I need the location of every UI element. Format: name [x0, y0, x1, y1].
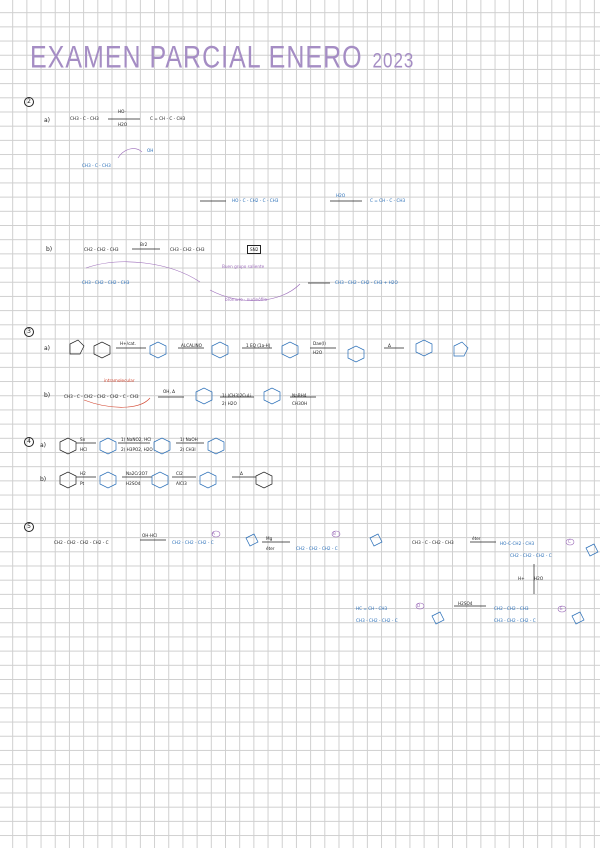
q5-circle-label-b: B: [333, 531, 336, 536]
q5-reagent-1: OH-HCl: [142, 533, 158, 538]
q5-reactant: CH2 - CH2 - CH2 - CH2 - C: [54, 540, 109, 545]
q4-b-label: b): [40, 476, 47, 483]
q2-a-mech-reagent: OH: [147, 148, 154, 153]
benzene-ring: [416, 340, 432, 356]
q2-b-label: b): [46, 246, 53, 253]
q4-b-reagent-2: Pt: [80, 481, 85, 486]
intermediate-ring: [348, 346, 364, 362]
phenol-ring: [60, 472, 76, 488]
q4-b-reagent-7: Δ: [240, 471, 243, 476]
q2-b-reactant: CH2 - CH2 - CH3: [84, 247, 119, 252]
product-ring: [256, 472, 272, 488]
q3-a-reagent-1: H+/cat.: [120, 341, 136, 346]
q3-b-note: intramolecular: [104, 378, 135, 383]
q5-reagent-7: H2SO4: [458, 601, 473, 606]
mechanism-curved-arrow: [118, 149, 142, 158]
aniline-ring: [94, 342, 110, 358]
q2-a-label: a): [44, 117, 51, 124]
q5-prod-1a: HO-C-CH2 - CH3: [500, 541, 535, 546]
q5-reagent-2: Mg: [266, 536, 273, 541]
q5-mid-1: CH2 - CH2 - CH2 - C: [172, 540, 214, 545]
q3-b-reagent-4: NaBH4: [292, 393, 307, 398]
q4-a-reagent-5: 1) NaOH: [180, 437, 198, 442]
intermediate-ring: [282, 342, 298, 358]
q2-b-note-leaving-group: Buen grupo saliente: [222, 264, 265, 269]
acetal-ring: [246, 534, 258, 546]
cyclohexanol-ring: [100, 472, 116, 488]
q2-a-reagent-top: HO⁻: [118, 109, 127, 114]
q4-b-reagent-6: AlCl3: [176, 481, 187, 486]
q2-a-reactant: CH3 - C - CH3: [70, 116, 99, 121]
acetal-ring: [586, 544, 598, 556]
q5-prod-3b: CH3 - CH2 - CH2 - C: [494, 618, 536, 623]
q4-b-reagent-3: Na2Cr2O7: [126, 471, 148, 476]
cyclopentane-ring: [454, 342, 468, 356]
q3-b-reagent-3: 2) H2O: [222, 401, 237, 406]
q5-plus-reactant: CH3 - C - CH2 - CH3: [412, 540, 454, 545]
question-5-number: 5: [24, 522, 34, 532]
q5-reagent-3: éter: [266, 546, 275, 551]
cyclohexanone-ring: [152, 472, 168, 488]
q3-a-label: a): [44, 345, 51, 352]
q3-a-reagent-2: ALCALINO: [181, 343, 202, 348]
mechanism-curved-arrow: [86, 262, 200, 282]
q4-a-reagent-2: HCl: [80, 447, 88, 452]
q2-a-product: C = CH - C - CH3: [150, 116, 186, 121]
q2-a-aldol-product: C = CH - C - CH3: [370, 198, 406, 203]
question-3-number: 3: [24, 327, 34, 337]
q5-reagent-6: H2O: [534, 576, 544, 581]
q2-b-sn2-box: SN2: [247, 245, 261, 254]
q2-b-reagent: Br2: [140, 242, 148, 247]
q3-b-label: b): [44, 392, 51, 399]
q4-a-reagent-4: 2) H3PO2, H2O: [121, 447, 153, 452]
q3-a-reagent-3: 1 EQ (1a-H): [246, 343, 271, 348]
acetal-ring: [370, 534, 382, 546]
q5-prod-2a: HC = CH - CH3: [356, 606, 388, 611]
intermediate-ring: [212, 342, 228, 358]
aminotoluene-ring: [100, 438, 116, 454]
q5-circle-label-e: E: [560, 606, 563, 611]
acetal-ring: [432, 612, 444, 624]
toluene-ring-2: [154, 438, 170, 454]
q4-a-reagent-3: 1) NaNO2, HCl: [121, 437, 152, 442]
q3-a-reagent-6: Δ: [388, 343, 391, 348]
question-4-number: 4: [24, 437, 34, 447]
q2-a-aldol-mid: HO - C - CH2 - C - CH3: [232, 198, 279, 203]
q3-b-reagent-2: 1) (CH3)2CuLi: [222, 393, 252, 398]
q2-b-product: CH3 - CH2 - CH3: [170, 247, 205, 252]
chloro-ring: [200, 472, 216, 488]
q5-circle-label-d: D: [417, 603, 421, 608]
anisole-ring: [208, 438, 224, 454]
q5-circle-label-c: C: [568, 539, 571, 544]
cyclohexane-ring: [264, 388, 280, 404]
q5-circle-label-a: A: [212, 531, 215, 536]
q3-b-reactant: CH3 - C - CH2 - CH2 - CH2 - C - CH3: [64, 394, 139, 399]
question-2-number: 2: [24, 97, 34, 107]
acetal-ring: [572, 612, 584, 624]
q4-a-reagent-6: 2) CH3I: [180, 447, 196, 452]
q5-reagent-5: H+: [518, 576, 525, 581]
toluene-ring: [60, 438, 76, 454]
q2-b-row2-right: CH3 - CH2 - CH2 - CH3 + H2O: [335, 280, 398, 285]
q2-b-row2-left: CH3 - CH2 - CH2 - CH3: [82, 280, 130, 285]
q3-a-reagent-4: Dae(I): [313, 341, 326, 346]
q4-a-reagent-1: Sn: [80, 437, 86, 442]
cyclohexenone-ring: [196, 388, 212, 404]
intramolecular-arrow: [84, 398, 150, 407]
q4-b-reagent-5: Cl2: [176, 471, 183, 476]
q5-prod-2b: CH3 - CH2 - CH2 - C: [356, 618, 398, 623]
q5-prod-1b: CH2 - CH2 - CH2 - C: [510, 553, 552, 558]
q3-b-reagent-1: OH, Δ: [163, 389, 175, 394]
exam-title-main: EXAMEN PARCIAL ENERO: [30, 40, 363, 75]
q4-b-reagent-1: H2: [80, 471, 86, 476]
q3-a-reagent-5: H2O: [313, 350, 323, 355]
exam-title-year: 2023: [372, 48, 415, 73]
q5-reagent-4: éter: [472, 536, 481, 541]
q5-prod-3a: CH2 - CH2 - CH3: [494, 606, 529, 611]
imine-ring: [150, 342, 166, 358]
q5-mid-2: CH2 - CH2 - CH2 - C: [296, 546, 338, 551]
q2-a-reagent-bottom: H2O: [118, 122, 128, 127]
cyclopentanone-ring: [70, 340, 84, 354]
q2-a-aldol-reagent: H2O: [336, 193, 346, 198]
q2-a-mech-left: CH3 - C - CH3: [82, 163, 111, 168]
q3-b-reagent-5: CH3OH: [292, 401, 308, 406]
exam-title: [30, 40, 414, 76]
q4-b-reagent-4: H2SO4: [126, 481, 141, 486]
q2-b-note-nucleophile: bromuro · nucleófilo: [225, 297, 268, 302]
q4-a-label: a): [40, 442, 47, 449]
